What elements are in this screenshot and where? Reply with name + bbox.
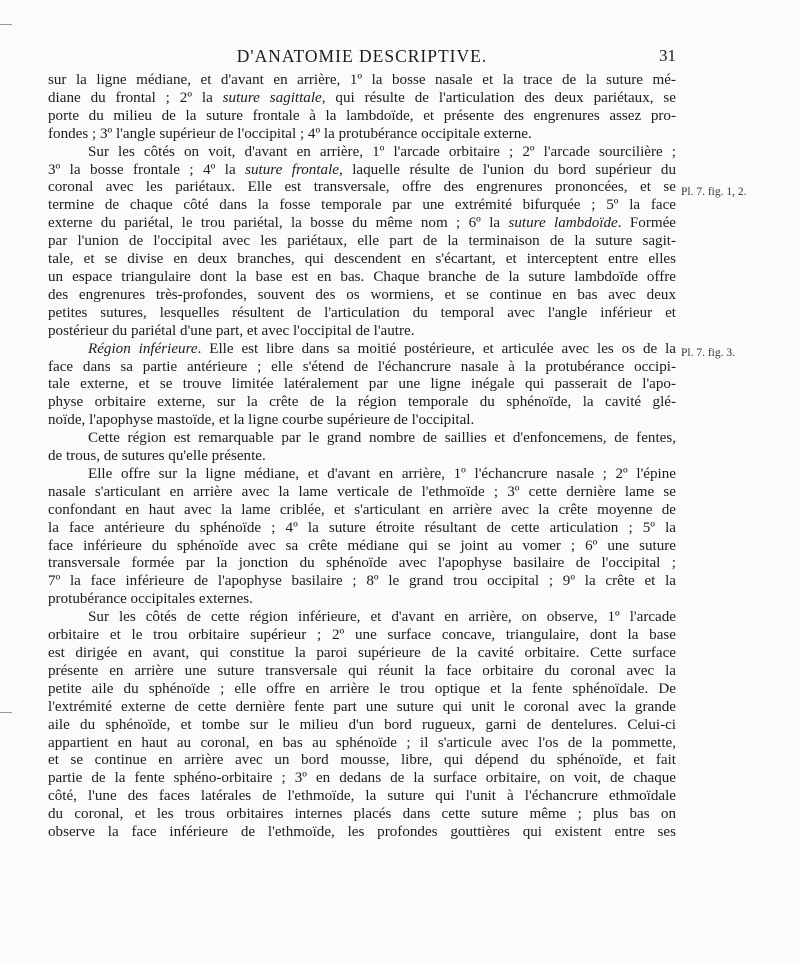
text-line: [48, 448, 676, 466]
text-segment: protubérance occipitales externes.: [48, 591, 253, 608]
text-line: [48, 394, 676, 412]
text-line: [48, 699, 676, 717]
text-line: [48, 233, 676, 251]
text-line: [48, 215, 676, 233]
text-segment: confondant en haut avec la lame criblée, et s'articulant en arrière avec la crête moyenne de: [48, 501, 676, 518]
text-segment: partie de la fente sphéno-orbitaire ; 3º en dedans de la surface orbitaire, on voit, de chaque: [48, 770, 676, 787]
text-segment: sur la ligne médiane, et d'avant en arrière, 1º la bosse nasale et la trace de la suture mé-: [48, 72, 676, 88]
text-segment: , laquelle résulte de l'union du bord supérieur du: [339, 161, 676, 178]
text-line: [48, 72, 676, 90]
text-line: [48, 466, 676, 484]
text-line: [48, 305, 676, 323]
text-segment: noïde, l'apophyse mastoïde, et la ligne courbe supérieure de l'occipital.: [48, 412, 475, 429]
margin-note-plate-1: Pl. 7. fig. 1, 2.: [681, 186, 747, 198]
italic-term: suture frontale: [245, 161, 339, 178]
italic-term: Région inférieure: [88, 340, 198, 357]
text-line: [48, 609, 676, 627]
text-line: [48, 412, 676, 430]
text-line: [48, 627, 676, 645]
text-line: [48, 520, 676, 538]
text-line: [48, 645, 676, 663]
text-line: [48, 287, 676, 305]
text-line: [48, 162, 676, 180]
text-segment: est dirigée en avant, qui constitue la paroi supérieure de la cavité orbitaire. Cette surface: [48, 645, 676, 661]
text-segment: Sur les côtés on voit, d'avant en arrière, 1º l'arcade orbitaire ; 2º l'arcade sourcilière ;: [88, 143, 676, 160]
text-line: [48, 108, 676, 126]
text-segment: Sur les côtés de cette région inférieure, et d'avant en arrière, on observe, 1º l'arcade: [88, 609, 676, 626]
text-segment: par l'union de l'occipital avec les pariétaux, elle part de la terminaison de la suture sagit-: [48, 233, 676, 250]
text-segment: postérieur du pariétal d'une part, et avec l'occipital de l'autre.: [48, 322, 415, 339]
text-line: [48, 824, 676, 842]
text-line: [48, 179, 676, 197]
text-segment: porte du milieu de la suture frontale à la lambdoïde, et présente des engrenures assez pro-: [48, 107, 676, 124]
text-segment: du coronal, et les trous orbitaires internes placés dans cette suture même ; plus bas on: [48, 806, 676, 823]
text-segment: l'extrémité externe de cette dernière fente part une suture qui unit le coronal avec la grande: [48, 698, 676, 715]
text-segment: présente en arrière une suture transversale qui réunit la face orbitaire du coronal avec la: [48, 662, 676, 679]
text-segment: aile du sphénoïde, et tombe sur le milieu d'un bord rugueux, garni de dentelures. Celui-ci: [48, 716, 676, 733]
text-line: [48, 806, 676, 824]
text-line: [48, 735, 676, 753]
text-segment: nasale s'articulant en arrière avec la lame verticale de l'ethmoïde ; 3º cette dernière lame se: [48, 483, 676, 500]
italic-term: suture lambdoïde: [508, 215, 618, 232]
text-line: [48, 770, 676, 788]
text-segment: tale, et se divise en deux branches, qui descendent en s'écartant, et interceptent entre elles: [48, 251, 676, 268]
text-segment: termine de chaque côté dans la fosse temporale par une extrémité bifurquée ; 5º la face: [48, 197, 676, 214]
text-line: [48, 430, 676, 448]
text-line: [48, 502, 676, 520]
text-segment: un espace triangulaire dont la base est en bas. Chaque branche de la suture lambdoïde offre: [48, 268, 676, 285]
italic-term: suture sagittale: [222, 89, 322, 106]
text-line: [48, 323, 676, 341]
text-line: [48, 359, 676, 377]
text-line: [48, 717, 676, 735]
text-segment: 3º la bosse frontale ; 4º la: [48, 161, 246, 178]
running-title: D'ANATOMIE DESCRIPTIVE.: [236, 46, 488, 66]
text-line: [48, 752, 676, 770]
margin-note-plate-2: Pl. 7. fig. 3.: [681, 347, 735, 359]
text-line: [48, 555, 676, 573]
text-line: [48, 144, 676, 162]
text-segment: petite aile du sphénoïde ; elle offre en arrière le trou optique et la fente sphénoïdale. De: [48, 680, 676, 697]
text-segment: Cette région est remarquable par le grand nombre de saillies et d'enfoncemens, de fentes,: [88, 430, 676, 447]
page-edge-mark: [0, 712, 12, 713]
text-line: [48, 341, 676, 359]
text-segment: diane du frontal ; 2º la: [48, 89, 223, 106]
text-segment: physe orbitaire externe, sur la crête de la région temporale du sphénoïde, la cavité glé-: [48, 394, 676, 411]
text-line: [48, 484, 676, 502]
text-segment: . Elle est libre dans sa moitié postérieure, et articulée avec les os de la: [197, 340, 676, 357]
text-segment: coronal avec les pariétaux. Elle est transversale, offre des engrenures prononcées, et se: [48, 179, 676, 196]
text-segment: face inférieure du sphénoïde avec sa crête médiane qui se joint au vomer ; 6º une suture: [48, 537, 676, 554]
text-line: [48, 376, 676, 394]
text-line: [48, 269, 676, 287]
text-line: [48, 251, 676, 269]
page-edge-mark: [0, 24, 12, 25]
text-segment: appartient en haut au coronal, en bas au sphénoïde ; il s'articule avec l'os de la pommette,: [48, 734, 676, 751]
text-line: [48, 788, 676, 806]
text-line: [48, 591, 676, 609]
text-segment: Elle offre sur la ligne médiane, et d'avant en arrière, 1º l'échancrure nasale ; 2º l'épine: [88, 465, 676, 482]
text-line: [48, 681, 676, 699]
text-segment: des engrenures très-profondes, souvent des os wormiens, et se continue en bas avec deux: [48, 286, 676, 303]
text-line: [48, 197, 676, 215]
text-segment: fondes ; 3º l'angle supérieur de l'occipital ; 4º la protubérance occipitale externe.: [48, 125, 532, 142]
text-segment: tale externe, et se trouve limitée latéralement par une ligne inégale qui passerait de l'apo-: [48, 376, 676, 393]
text-segment: face dans sa partie antérieure ; elle s'étend de l'échancrure nasale à la protubérance occipi-: [48, 358, 676, 375]
text-segment: . Formée: [617, 215, 676, 232]
text-segment: de trous, de sutures qu'elle présente.: [48, 448, 266, 465]
body-text: [48, 72, 676, 842]
text-segment: orbitaire et le trou orbitaire supérieur ; 2º une surface concave, triangulaire, dont la base: [48, 627, 676, 644]
page-number: 31: [659, 46, 676, 65]
text-segment: et se continue en arrière avec un bord mousse, libre, qui dépend du sphénoïde, et fait: [48, 752, 676, 769]
text-line: [48, 573, 676, 591]
text-segment: observe la face inférieure de l'ethmoïde, les profondes gouttières qui existent entre ses: [48, 824, 676, 841]
text-segment: , qui résulte de l'articulation des deux pariétaux, se: [321, 89, 676, 106]
page-header: [48, 46, 676, 70]
text-segment: la face antérieure du sphénoïde ; 4º la suture étroite résultant de cette articulation ; 5º la: [48, 519, 676, 536]
text-segment: externe du pariétal, le trou pariétal, la bosse du même nom ; 6º la: [48, 215, 509, 232]
text-line: [48, 538, 676, 556]
text-line: [48, 126, 676, 144]
text-segment: petites sutures, lesquelles résultent de l'articulation du temporal avec l'angle inférieur et: [48, 304, 676, 321]
text-line: [48, 663, 676, 681]
text-segment: transversale formée par la jonction du sphénoïde avec l'apophyse basilaire de l'occipital ;: [48, 555, 676, 572]
text-segment: 7º la face inférieure de l'apophyse basilaire ; 8º le grand trou occipital ; 9º la crête et la: [48, 573, 676, 590]
text-line: [48, 90, 676, 108]
text-segment: côté, l'une des faces latérales de l'ethmoïde, la suture qui l'unit à l'échancrure ethmoïdale: [48, 788, 676, 805]
